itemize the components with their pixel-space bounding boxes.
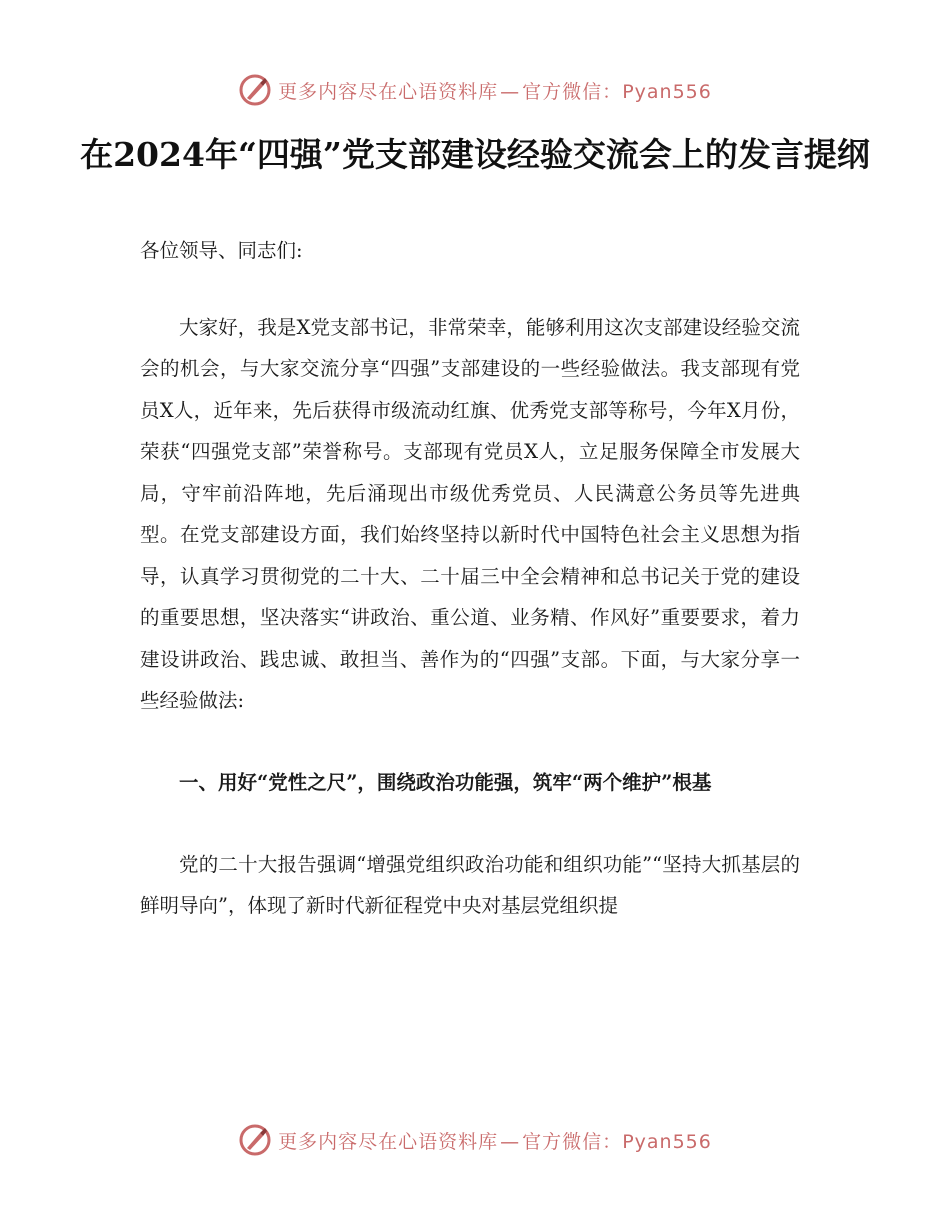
paragraph-section-1: 党的二十大报告强调“增强党组织政治功能和组织功能”“坚持大抓基层的鲜明导向”，体现了新时代新征程党中央对基层党组织提 bbox=[140, 852, 800, 917]
header-watermark-banner bbox=[0, 70, 950, 110]
banner-separator: — bbox=[500, 80, 521, 103]
footer-watermark-banner bbox=[0, 1120, 950, 1160]
banner-main-text: 更多内容尽在心语资料库 bbox=[278, 80, 499, 103]
quill-seal-icon bbox=[238, 73, 272, 107]
banner-main-text: 更多内容尽在心语资料库 bbox=[278, 1130, 499, 1153]
banner-wechat-id: Pyan556 bbox=[622, 1130, 712, 1153]
quill-seal-icon bbox=[238, 1123, 272, 1157]
banner-text bbox=[278, 77, 712, 104]
banner-official-text: 官方微信： bbox=[522, 1130, 623, 1153]
banner-wechat-id: Pyan556 bbox=[622, 80, 712, 103]
section-heading-1: 一、用好“党性之尺”，围绕政治功能强，筑牢“两个维护”根基 bbox=[179, 770, 712, 794]
banner-separator: — bbox=[500, 1130, 521, 1153]
paragraph-intro: 大家好，我是X党支部书记，非常荣幸，能够利用这次支部建设经验交流会的机会，与大家交流分享“四强”支部建设的一些经验做法。我支部现有党员X人，近年来，先后获得市级流动红旗、优秀党支部等称号，今年X月份，荣获“四强党支部”荣誉称号。支部现有党员X人，立足服务保障全市发展大局，守牢前沿阵地，先后涌现出市级优秀党员、人民满意公务员等先进典型。在党支部建设方面，我们始终坚持以新时代中国特色社会主义思想为指导，认真学习贯彻党的二十大、二十届三中全会精神和总书记关于党的建设的重要思想，坚决落实“讲政治、重公道、业务精、作风好”重要要求，着力建设讲政治、践忠诚、敢担当、善作为的“四强”支部。下面，与大家分享一些经验做法: bbox=[140, 315, 800, 712]
document-body bbox=[140, 230, 800, 927]
banner-official-text: 官方微信： bbox=[522, 80, 623, 103]
greeting: 各位领导、同志们: bbox=[140, 239, 303, 262]
document-title: 在2024年“四强”党支部建设经验交流会上的发言提纲 bbox=[80, 135, 870, 174]
banner-text bbox=[278, 1127, 712, 1154]
